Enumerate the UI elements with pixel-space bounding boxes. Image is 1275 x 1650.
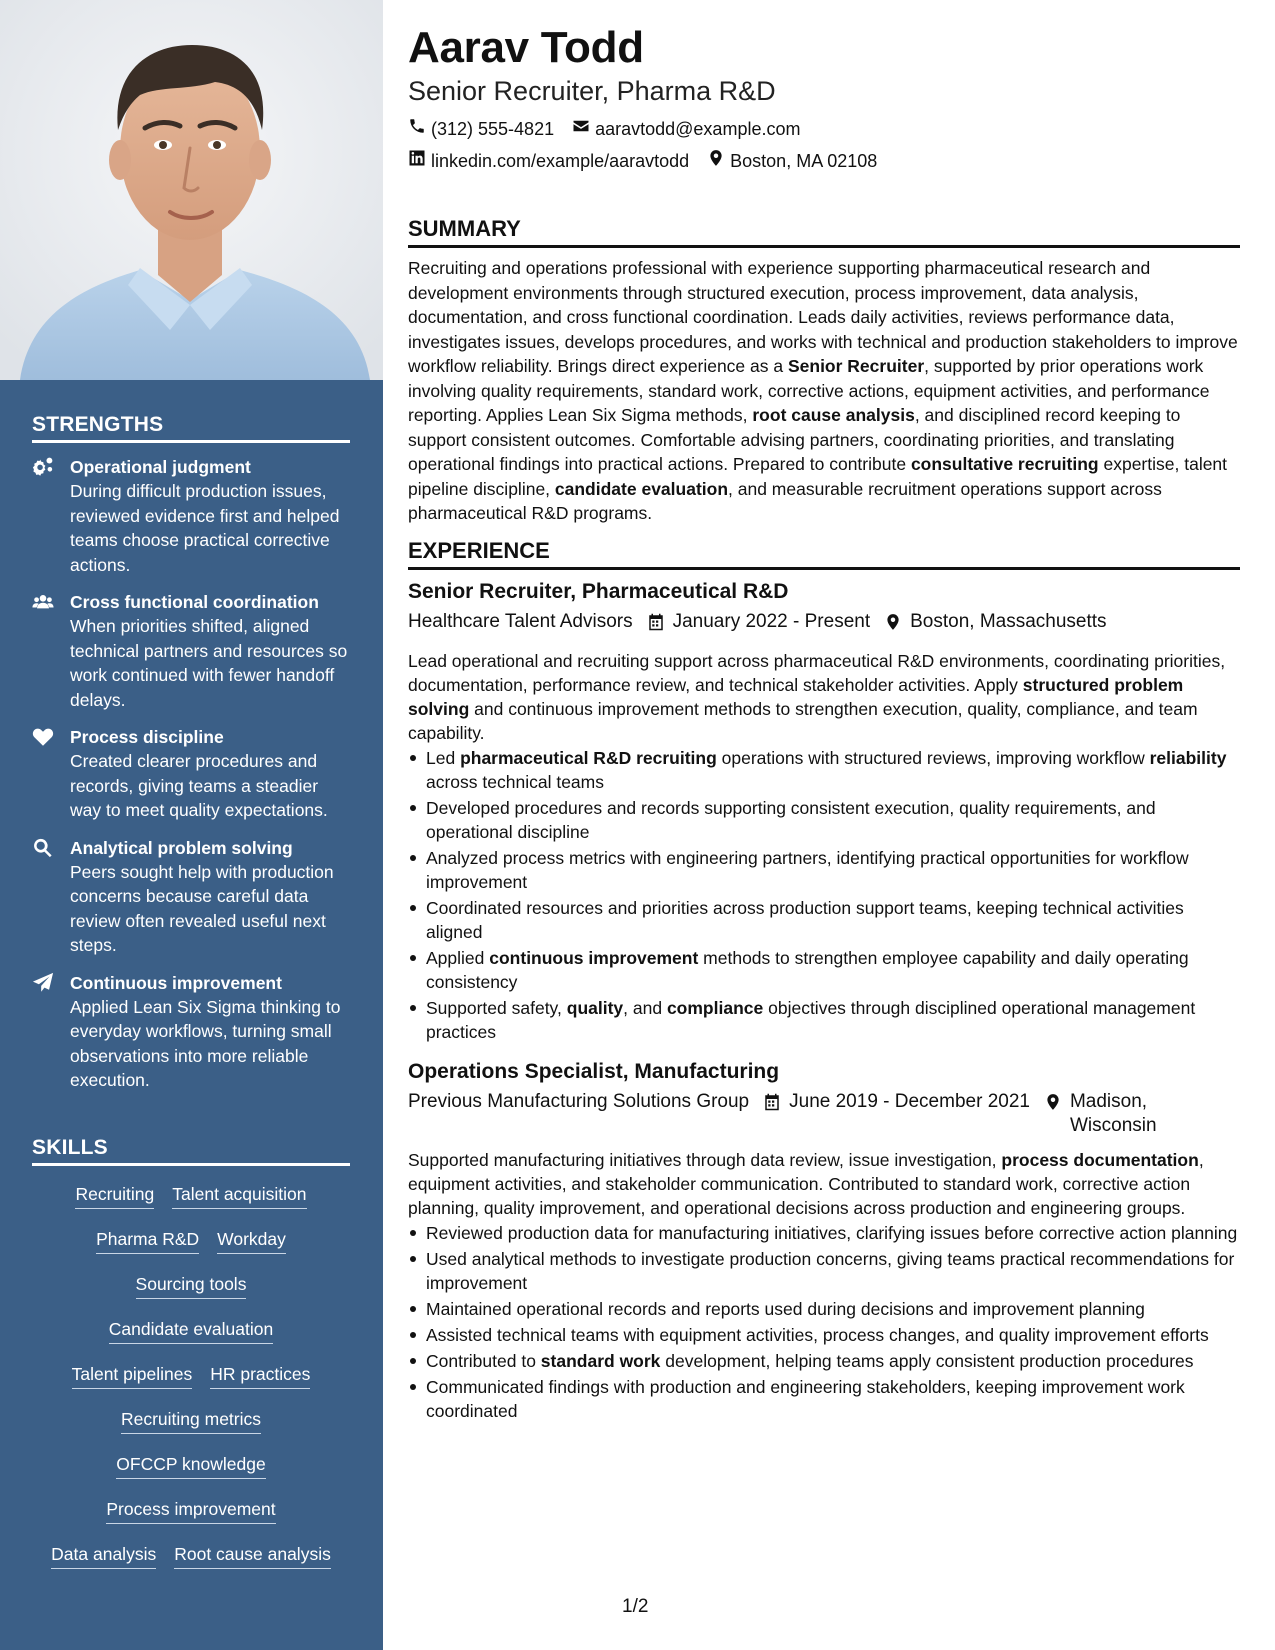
bullet-item <box>408 1375 1240 1423</box>
page-number: 1/2 <box>622 1596 649 1617</box>
job-bullets <box>408 1221 1240 1423</box>
text-run: Contributed to <box>426 1350 541 1371</box>
linkedin-icon <box>408 149 426 172</box>
text-run: methods to strengthen employee capability and daily operating consistency <box>426 947 1189 992</box>
job-location <box>1044 1090 1164 1138</box>
job-description <box>408 1148 1240 1220</box>
skill-row <box>32 1227 350 1254</box>
bold-text: continuous improvement <box>489 947 699 968</box>
contact-line <box>408 117 1240 140</box>
skill-tag: Data analysis <box>51 1542 156 1569</box>
strength-item <box>32 590 350 712</box>
strength-description: When priorities shifted, aligned technical partners and resources so work continued with fewer handoff delays. <box>70 616 348 710</box>
skill-tag: Workday <box>217 1227 286 1254</box>
skill-tag: Root cause analysis <box>174 1542 331 1569</box>
job-location-text: Madison, Wisconsin <box>1069 1090 1157 1136</box>
text-run: across technical teams <box>426 771 604 792</box>
skill-tag: HR practices <box>210 1362 310 1389</box>
summary-paragraph <box>408 256 1240 526</box>
skill-row <box>32 1362 350 1389</box>
skill-tag: Candidate evaluation <box>109 1317 273 1344</box>
email-contact[interactable] <box>572 117 800 140</box>
bullet-item <box>408 796 1240 844</box>
text-run: development, helping teams apply consistent production procedures <box>660 1350 1194 1371</box>
text-run: Led <box>426 747 461 768</box>
calendar-icon <box>763 1090 781 1119</box>
text-run: and continuous improvement methods to strengthen execution, quality, compliance, and team capability. <box>408 698 1198 743</box>
skill-tag: Pharma R&D <box>96 1227 199 1254</box>
company-name: Previous Manufacturing Solutions Group <box>408 1090 750 1112</box>
phone-icon <box>408 117 426 140</box>
text-run: Developed procedures and records supporting consistent execution, quality requirements, and operational discipline <box>426 797 1156 842</box>
bold-text: structured problem solving <box>408 674 1184 719</box>
strength-description: Peers sought help with production concerns because careful data review often revealed useful next steps. <box>70 861 334 955</box>
skill-row <box>32 1182 350 1209</box>
heart-icon <box>32 726 56 750</box>
candidate-role: Senior Recruiter, Pharma R&D <box>408 76 776 106</box>
text-run: , equipment activities, and stakeholder communication. Contributed to standard work, corrective action planning, quality improvement, and operational decisions across production and engineering groups. <box>408 1149 1204 1218</box>
skill-row <box>32 1542 350 1569</box>
summary-heading: SUMMARY <box>408 216 1240 248</box>
bold-text: standard work <box>540 1350 661 1371</box>
strength-title: Operational judgment <box>70 457 251 477</box>
bullet-item <box>408 896 1240 944</box>
job-meta <box>408 1090 1240 1138</box>
email-text: aaravtodd@example.com <box>595 118 801 139</box>
skill-row <box>32 1317 350 1344</box>
main-content <box>408 22 1240 1425</box>
text-run: objectives through disciplined operational management practices <box>426 997 1196 1042</box>
bold-text: compliance <box>666 997 764 1018</box>
bold-text: pharmaceutical R&D recruiting <box>460 747 717 768</box>
strength-item <box>32 971 350 1093</box>
skill-tag: OFCCP knowledge <box>116 1452 265 1479</box>
skill-tag: Recruiting metrics <box>121 1407 261 1434</box>
paper-plane-icon <box>32 972 56 996</box>
skill-row <box>32 1452 350 1479</box>
company-name: Healthcare Talent Advisors <box>408 610 633 632</box>
strengths-heading: STRENGTHS <box>32 413 350 443</box>
strength-description: During difficult production issues, reviewed evidence first and helped teams choose practical corrective actions. <box>70 481 340 575</box>
job-title: Senior Recruiter, Pharmaceutical R&D <box>408 579 789 603</box>
job-description <box>408 649 1240 745</box>
company <box>408 1090 749 1114</box>
strengths-section <box>32 413 350 1106</box>
map-pin-icon <box>884 610 902 639</box>
text-run: Coordinated resources and priorities across production support teams, keeping technical activities aligned <box>426 897 1184 942</box>
bullet-item <box>408 1297 1240 1321</box>
text-run: Supported manufacturing initiatives through data review, issue investigation, <box>408 1149 1002 1170</box>
text-run: , and <box>623 997 667 1018</box>
job-entry <box>408 578 1240 1044</box>
bold-text: process documentation <box>1001 1149 1199 1170</box>
contact-line <box>408 149 1240 172</box>
bullet-item <box>408 946 1240 994</box>
strength-item <box>32 725 350 823</box>
job-entry <box>408 1058 1240 1423</box>
job-dates-text: June 2019 - December 2021 <box>789 1090 1030 1112</box>
bold-text: consultative recruiting <box>910 454 1099 474</box>
job-dates <box>647 610 871 639</box>
text-run: Used analytical methods to investigate production concerns, giving teams practical recommendations for improvement <box>426 1248 1235 1293</box>
skills-section <box>32 1136 350 1587</box>
strength-description: Created clearer procedures and records, giving teams a steadier way to meet quality expectations. <box>70 751 328 820</box>
text-run: Reviewed production data for manufacturing initiatives, clarifying issues before corrective action planning <box>426 1222 1238 1243</box>
location-contact <box>707 149 877 172</box>
company <box>408 610 633 634</box>
bold-text: Senior Recruiter <box>787 356 925 376</box>
envelope-icon <box>572 117 590 140</box>
search-icon <box>32 837 56 861</box>
text-run: , supported by prior operations work involving quality requirements, standard work, corrective actions, equipment activities, and performance reporting. Applies Lean Six Sigma methods, <box>408 356 1210 425</box>
job-location-text: Boston, Massachusetts <box>910 610 1107 632</box>
strength-item <box>32 836 350 958</box>
text-run: , and disciplined record keeping to support consistent outcomes. Comfortable advising partners, coordinating priorities, and translating operational findings into practical actions. Prepared to contribute <box>408 405 1181 474</box>
map-pin-icon <box>707 149 725 172</box>
users-icon <box>32 591 56 615</box>
bullet-item <box>408 1349 1240 1373</box>
bold-text: root cause analysis <box>752 405 915 425</box>
text-run: , and measurable recruitment operations support across pharmaceutical R&D programs. <box>408 478 1162 523</box>
text-run: Recruiting and operations professional with experience supporting pharmaceutical research and development environments through structured execution, process improvement, data analysis, documentation, and cross functional coordination. Leads daily activities, reviews performance data, investigates issues, develops procedures, and works with technical and production stakeholders to improve workflow reliability. Brings direct experience as a <box>408 258 1238 376</box>
job-dates-text: January 2022 - Present <box>672 610 871 632</box>
job-bullets <box>408 746 1240 1044</box>
text-run: Supported safety, <box>426 997 567 1018</box>
map-pin-icon <box>1044 1090 1062 1119</box>
skill-row <box>32 1272 350 1299</box>
job-meta <box>408 610 1240 639</box>
text-run: Lead operational and recruiting support across pharmaceutical R&D environments, coordinating priorities, documentation, performance review, and technical stakeholder activities. Apply <box>408 650 1226 695</box>
skill-tag: Talent pipelines <box>72 1362 193 1389</box>
bullet-item <box>408 1247 1240 1295</box>
bullet-item <box>408 1323 1240 1347</box>
skill-tag: Recruiting <box>75 1182 154 1209</box>
skill-row <box>32 1497 350 1524</box>
phone-text: (312) 555-4821 <box>431 118 555 139</box>
bullet-item <box>408 996 1240 1044</box>
experience-heading: EXPERIENCE <box>408 538 1240 570</box>
text-run: Maintained operational records and reports used during decisions and improvement planning <box>426 1298 1145 1319</box>
candidate-name: Aarav Todd <box>408 23 644 72</box>
bold-text: quality <box>566 997 624 1018</box>
profile-photo <box>0 0 383 380</box>
strength-description: Applied Lean Six Sigma thinking to everyday workflows, turning small observations into more reliable execution. <box>70 996 341 1090</box>
gears-icon <box>32 456 56 480</box>
text-run: operations with structured reviews, improving workflow <box>716 747 1150 768</box>
text-run: Analyzed process metrics with engineering partners, identifying practical opportunities for workflow improvement <box>426 847 1189 892</box>
strength-title: Cross functional coordination <box>70 592 319 612</box>
bold-text: reliability <box>1149 747 1227 768</box>
strength-title: Continuous improvement <box>70 972 282 993</box>
experience-section <box>408 538 1240 1423</box>
summary-section <box>408 216 1240 526</box>
job-title: Operations Specialist, Manufacturing <box>408 1059 780 1083</box>
skill-tag: Process improvement <box>106 1497 275 1524</box>
bullet-item <box>408 846 1240 894</box>
strength-title: Process discipline <box>70 727 224 747</box>
bullet-item <box>408 1221 1240 1245</box>
strength-item <box>32 455 350 577</box>
skill-row <box>32 1407 350 1434</box>
text-run: Applied <box>426 947 490 968</box>
bold-text: candidate evaluation <box>554 478 729 499</box>
phone-contact[interactable] <box>408 117 554 140</box>
skill-tag: Talent acquisition <box>172 1182 306 1209</box>
strength-title: Analytical problem solving <box>70 837 293 858</box>
location-text: Boston, MA 02108 <box>730 150 878 171</box>
job-location <box>884 610 1106 639</box>
text-run: Communicated findings with production and engineering stakeholders, keeping improvement work coordinated <box>426 1376 1185 1421</box>
job-dates <box>763 1090 1030 1119</box>
linkedin-text: linkedin.com/example/aaravtodd <box>431 150 690 171</box>
bullet-item <box>408 746 1240 794</box>
skills-heading: SKILLS <box>32 1136 350 1166</box>
linkedin-contact[interactable] <box>408 149 689 172</box>
skill-tag: Sourcing tools <box>136 1272 247 1299</box>
sidebar <box>0 0 383 1650</box>
text-run: expertise, talent pipeline discipline, <box>408 454 1228 499</box>
calendar-icon <box>647 610 665 639</box>
text-run: Assisted technical teams with equipment activities, process changes, and quality improvement efforts <box>426 1324 1209 1345</box>
